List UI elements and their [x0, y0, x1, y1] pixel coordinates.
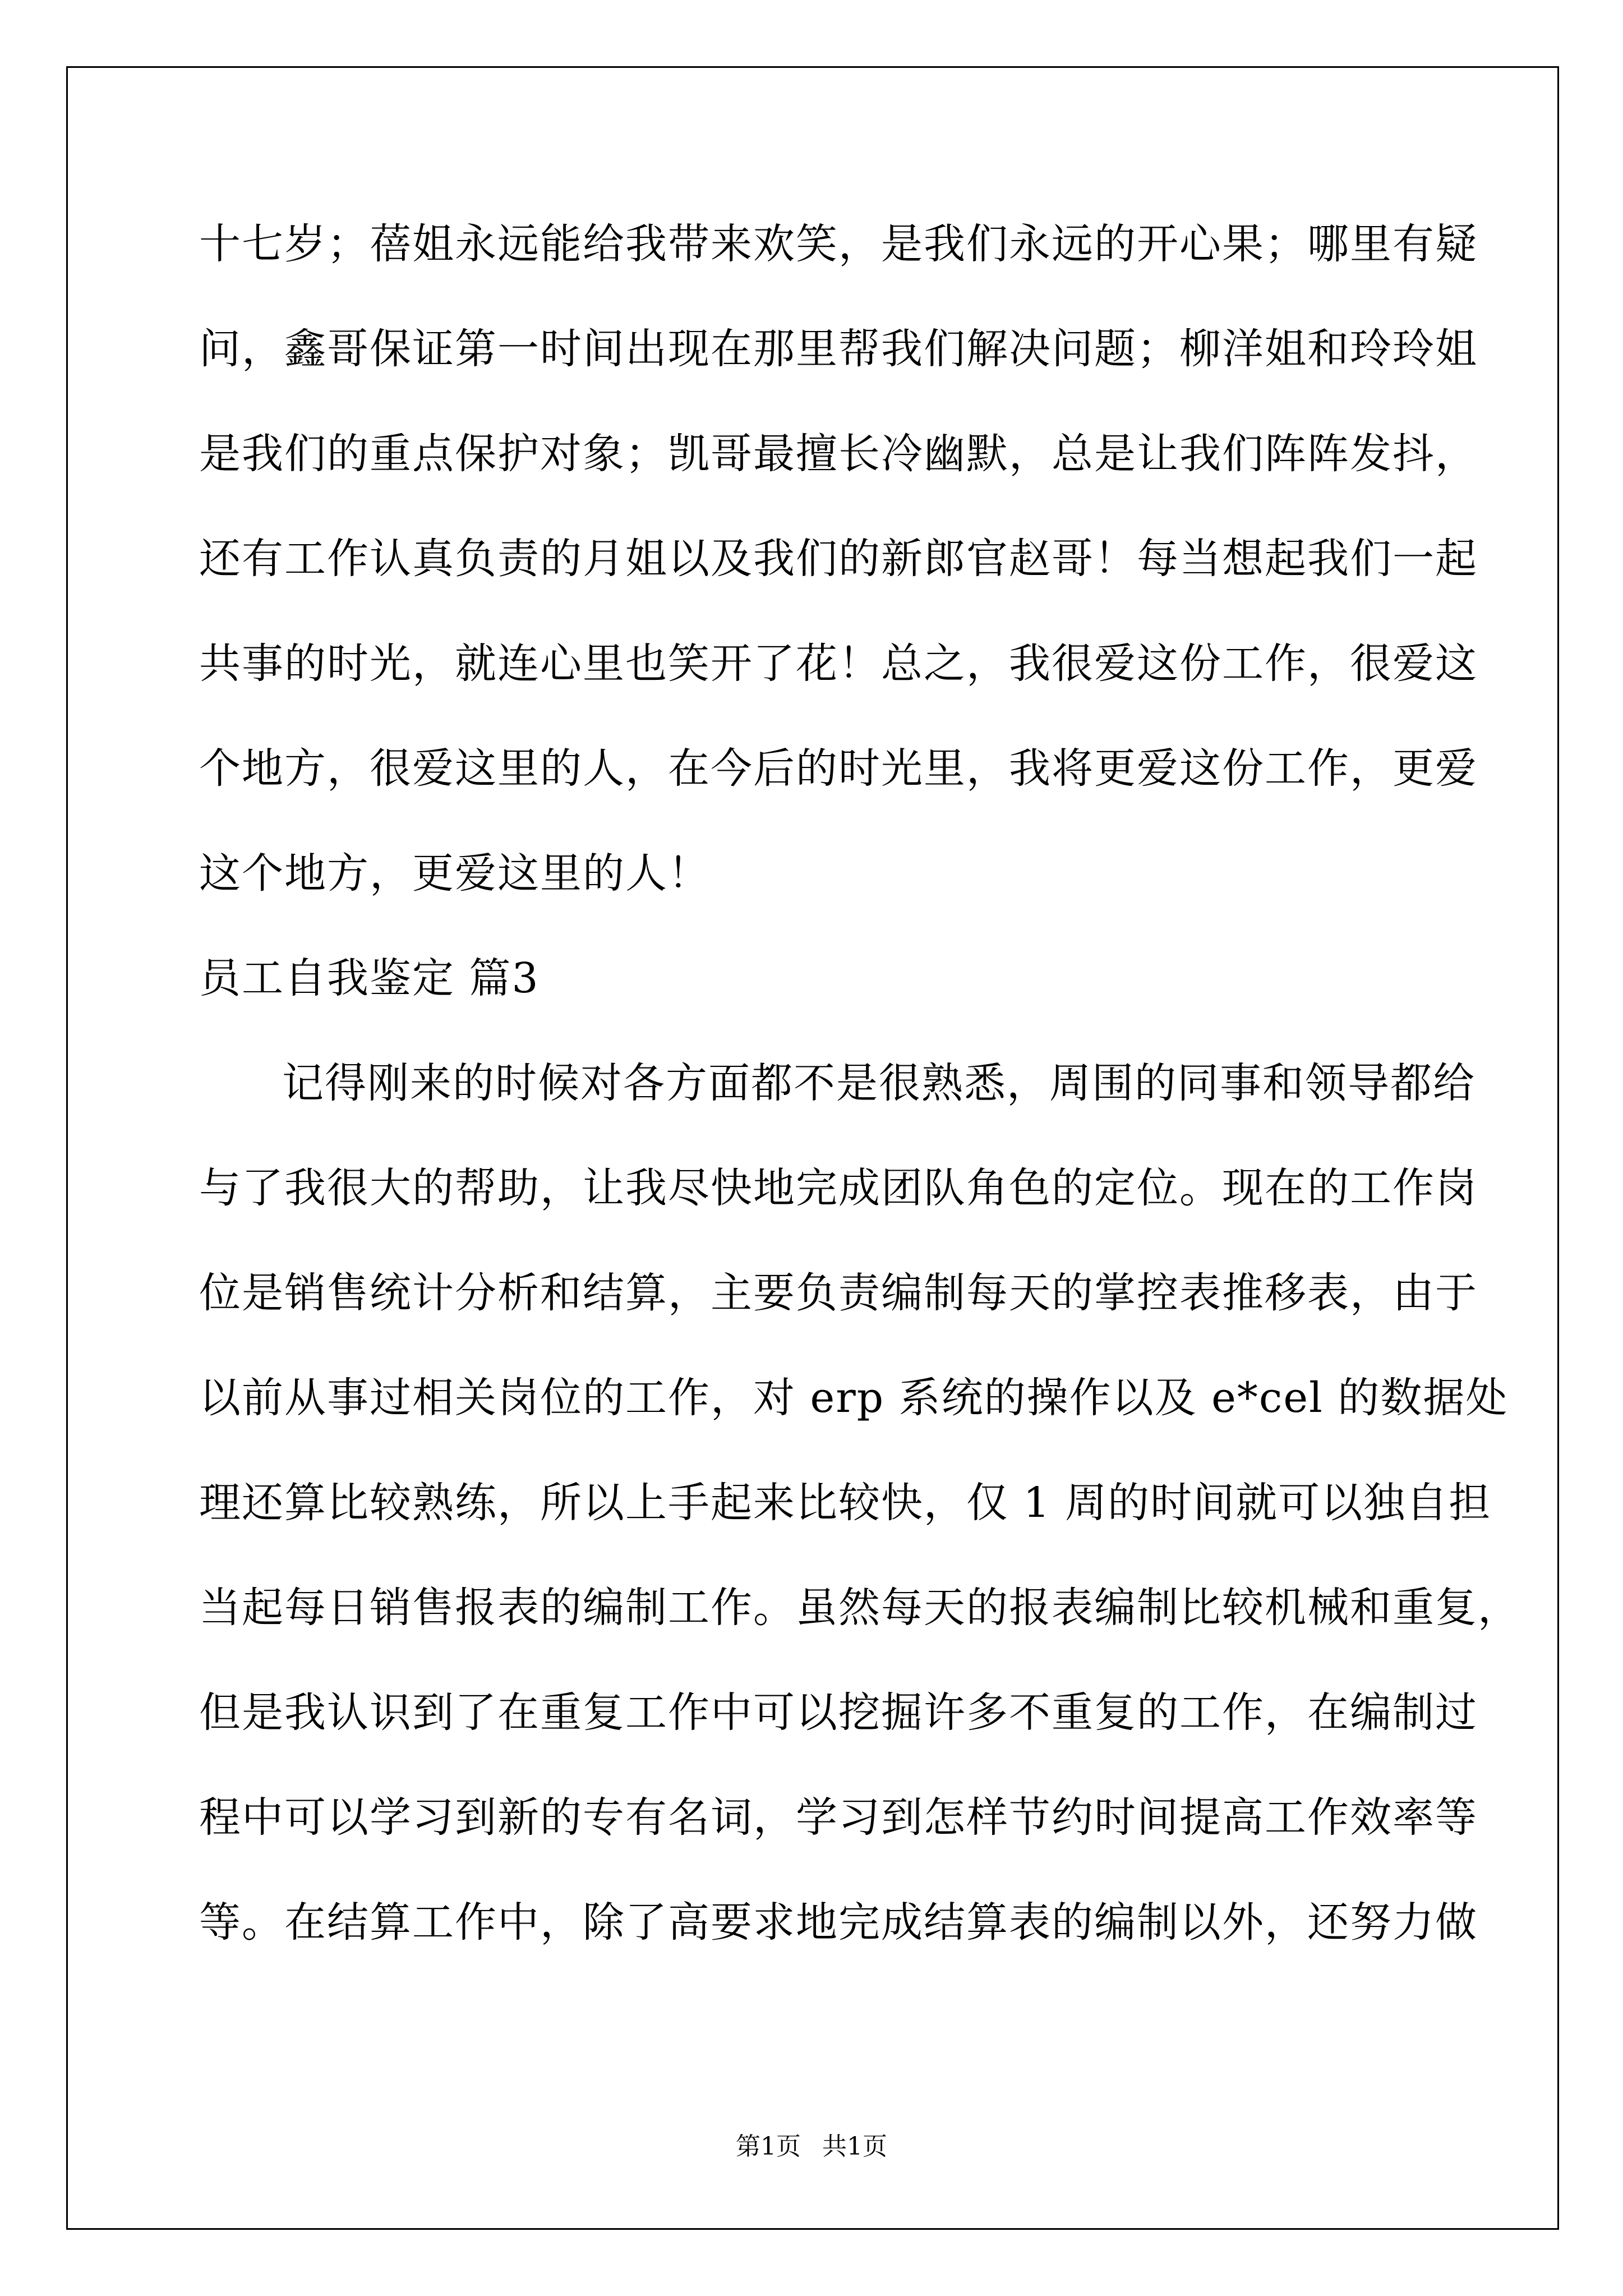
- paragraph-line: 当起每日销售报表的编制工作。虽然每天的报表编制比较机械和重复，: [199, 1584, 1520, 1632]
- section-heading: 员工自我鉴定 篇3: [199, 954, 540, 1002]
- paragraph-line: 十七岁；蓓姐永远能给我带来欢笑，是我们永远的开心果；哪里有疑: [199, 220, 1478, 268]
- page-number-total: 共1页: [822, 2132, 887, 2161]
- paragraph-line: 程中可以学习到新的专有名词，学习到怎样节约时间提高工作效率等: [199, 1793, 1478, 1842]
- paragraph-line: 与了我很大的帮助，让我尽快地完成团队角色的定位。现在的工作岗: [199, 1164, 1478, 1212]
- paragraph-line: 还有工作认真负责的月姐以及我们的新郎官赵哥！每当想起我们一起: [199, 535, 1478, 583]
- paragraph-line: 个地方，很爱这里的人，在今后的时光里，我将更爱这份工作，更爱: [199, 744, 1478, 793]
- paragraph-line: 这个地方，更爱这里的人！: [199, 849, 711, 898]
- paragraph-line: 等。在结算工作中，除了高要求地完成结算表的编制以外，还努力做: [199, 1898, 1478, 1947]
- page-number-current: 第1页: [736, 2132, 801, 2161]
- page-footer: [0, 2126, 1623, 2162]
- paragraph-line: 共事的时光，就连心里也笑开了花！总之，我很爱这份工作，很爱这: [199, 639, 1478, 688]
- paragraph-line: 问，鑫哥保证第一时间出现在那里帮我们解决问题；柳洋姐和玲玲姐: [199, 325, 1478, 373]
- paragraph-line: 理还算比较熟练，所以上手起来比较快，仅 1 周的时间就可以独自担: [199, 1479, 1492, 1527]
- paragraph-line: 位是销售统计分析和结算，主要负责编制每天的掌控表推移表，由于: [199, 1269, 1478, 1317]
- document-body: [199, 213, 1520, 1996]
- paragraph-line: 记得刚来的时候对各方面都不是很熟悉，周围的同事和领导都给: [282, 1059, 1476, 1107]
- paragraph-line: 是我们的重点保护对象；凯哥最擅长冷幽默，总是让我们阵阵发抖，: [199, 430, 1478, 478]
- paragraph-line: 但是我认识到了在重复工作中可以挖掘许多不重复的工作，在编制过: [199, 1688, 1478, 1737]
- paragraph-line: 以前从事过相关岗位的工作，对 erp 系统的操作以及 e*cel 的数据处: [199, 1374, 1509, 1422]
